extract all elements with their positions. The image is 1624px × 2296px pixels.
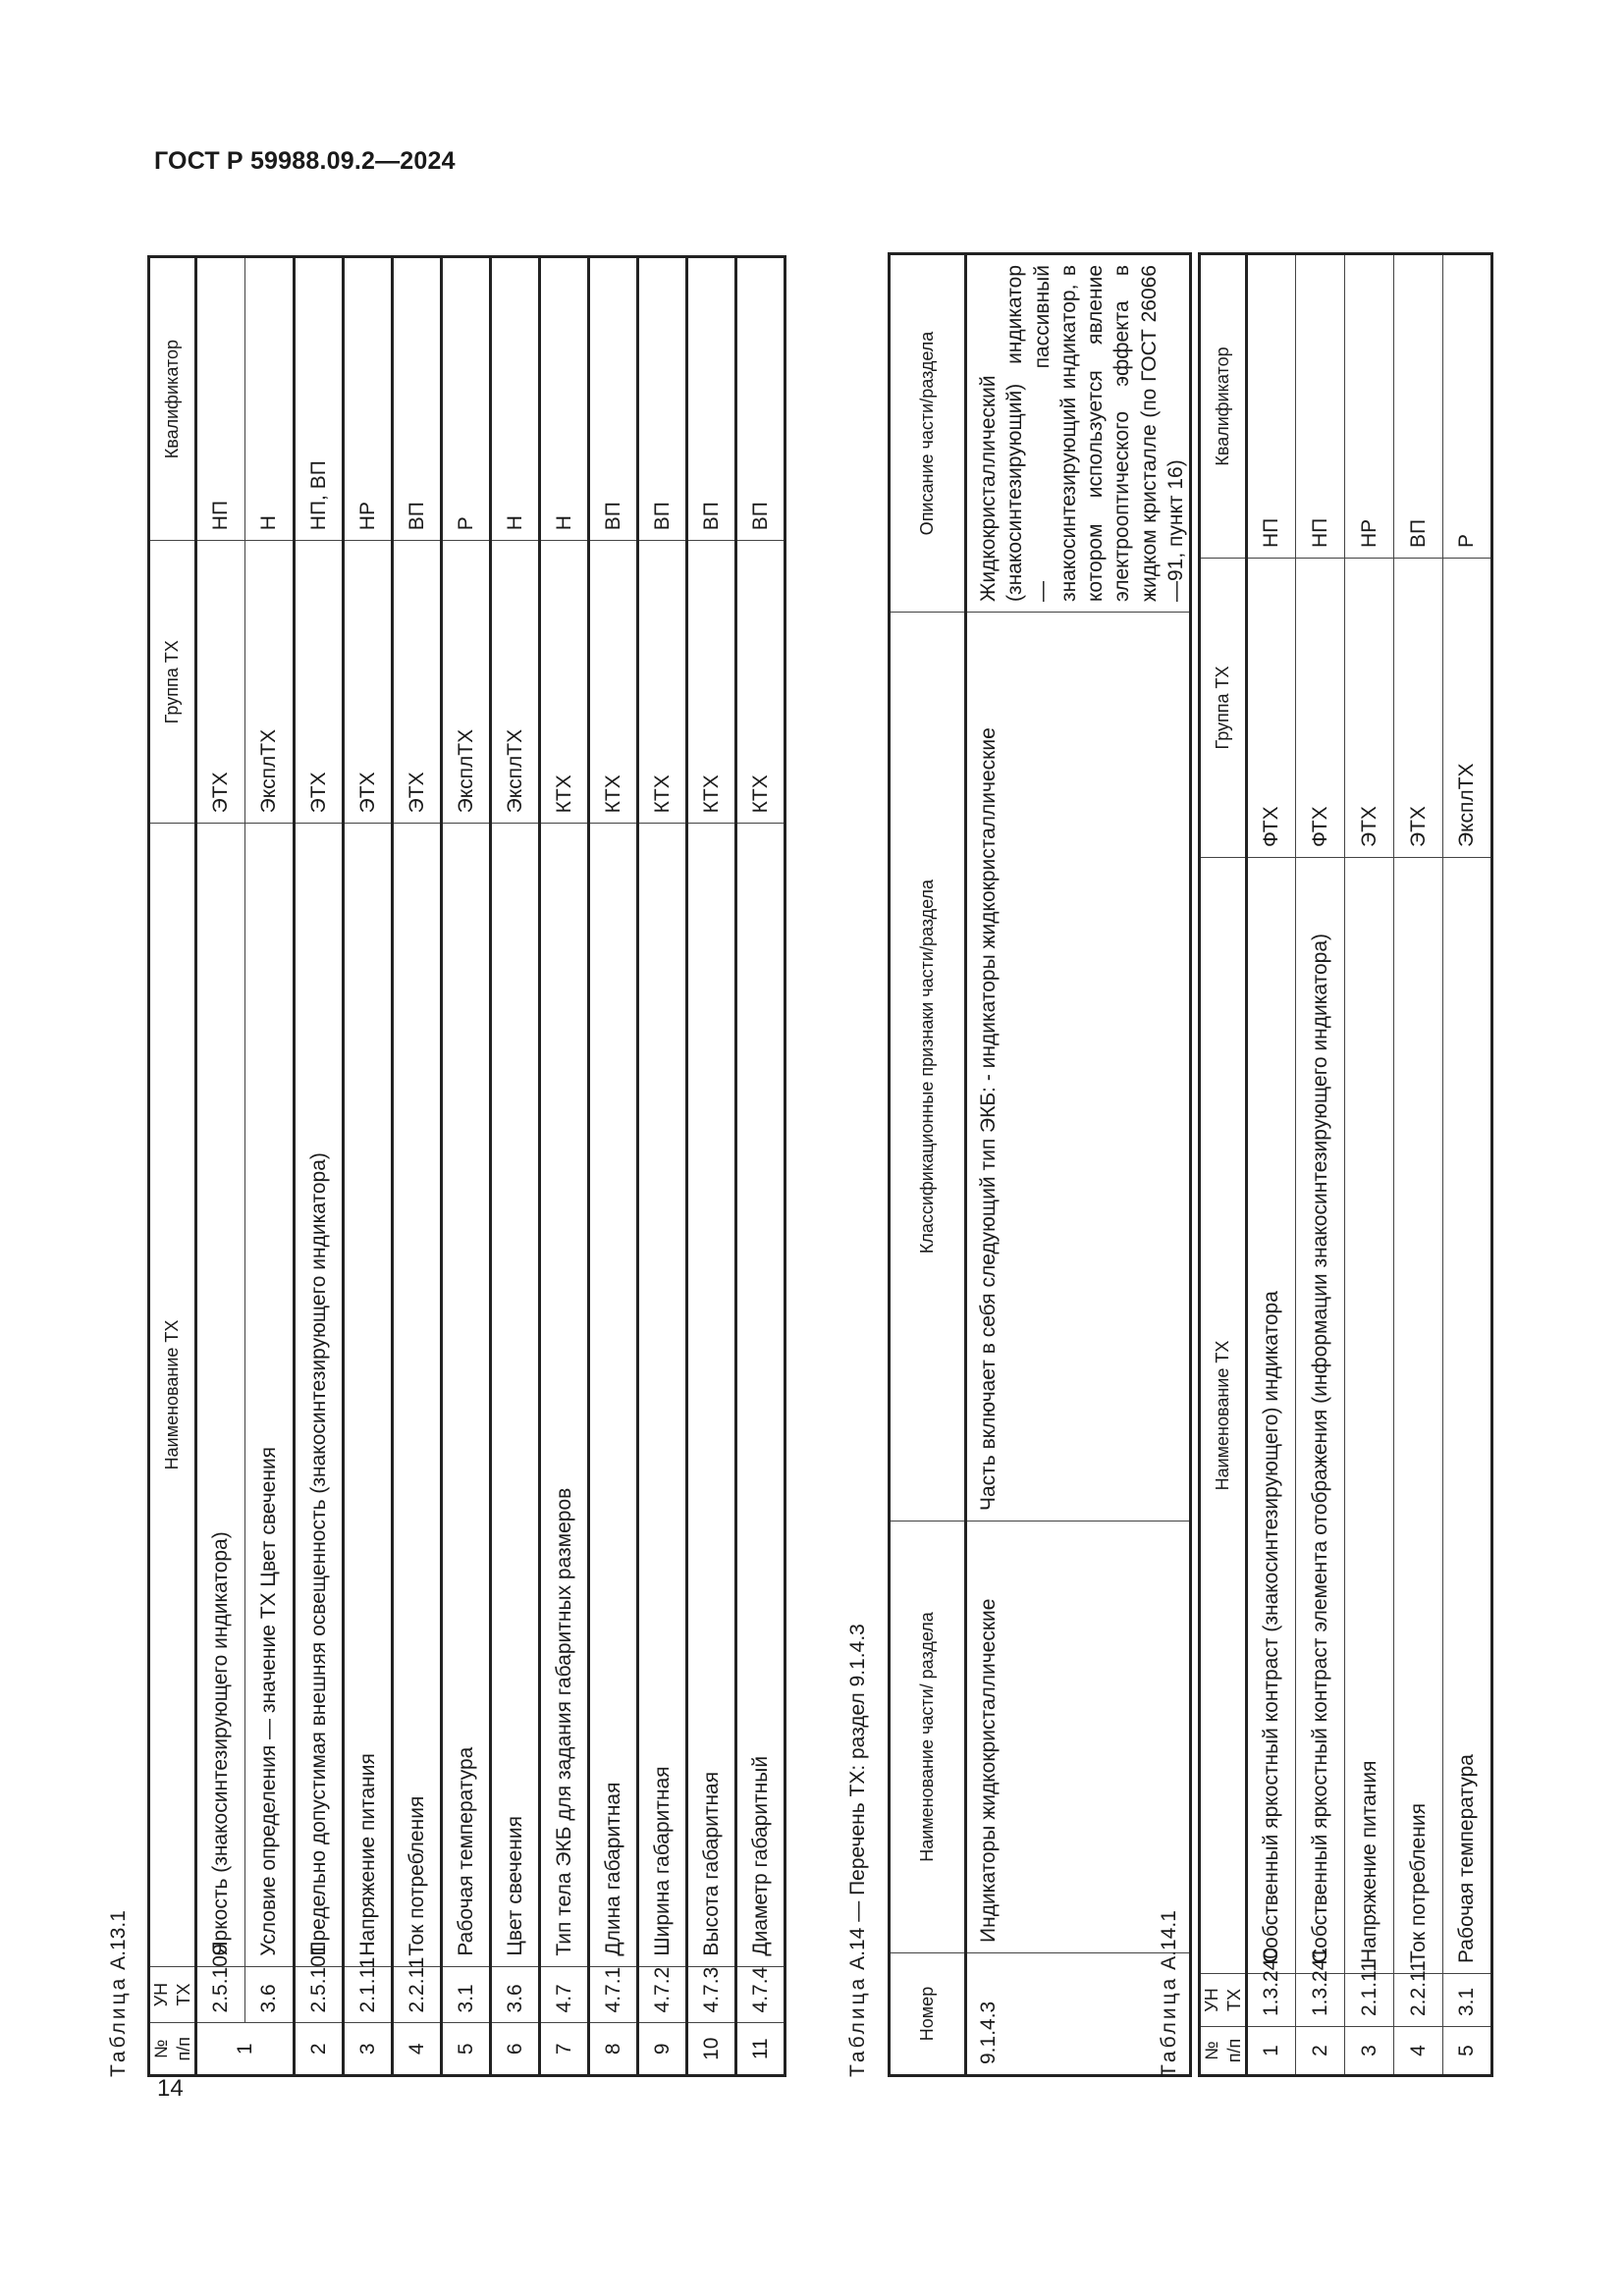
table-a14-1-caption: Таблица А.14.1	[1158, 1910, 1180, 2077]
column-header: УН ТХ	[1200, 1974, 1247, 2027]
table-row: 1 1.3.240 Собственный яркостный контраст (знакосинтезирующего) индикатора ФТХ НП	[1247, 254, 1296, 2076]
table-row: 4 2.2.11 Ток потребления ЭТХ ВП	[393, 257, 442, 2076]
table-row: 6 3.6 Цвет свечения ЭксплТХ Н	[491, 257, 540, 2076]
table-row: 8 4.7.1 Длина габаритная КТХ ВП	[589, 257, 638, 2076]
table-a14-1	[1198, 252, 1493, 2077]
page-number: 14	[157, 2075, 184, 2102]
table-row: 4 2.2.11 Ток потребления ЭТХ ВП	[1394, 254, 1443, 2076]
column-header: Наименование ТХ	[149, 824, 196, 1966]
column-header: Группа ТХ	[149, 541, 196, 824]
column-header: Номер	[890, 1953, 966, 2076]
column-header: № п/п	[1200, 2027, 1247, 2076]
column-header: Наименование части/ раздела	[890, 1522, 966, 1953]
column-header: Классификационные признаки части/раздела	[890, 613, 966, 1522]
table-row: 1 2.5.100 Яркость (знакосинтезирующего индикатора) ЭТХ НП	[196, 257, 245, 2076]
table-row: 9.1.4.3 Индикаторы жидкокристаллические Часть включает в себя следующий тип ЭКБ: - индикаторы жидкокристаллические Жидкокристаллический (знакосинтезирующий) индикатор — пассивный знакосинтезирующий индикатор, в котором используется явление электрооптического эффекта в жидком кристалле (по ГОСТ 26066—91, пункт 16)	[966, 254, 1191, 2076]
column-header: № п/п	[149, 2023, 196, 2076]
table-row: 5 3.1 Рабочая температура ЭксплТХ Р	[1443, 254, 1492, 2076]
column-header: Квалификатор	[1200, 254, 1247, 559]
table-a14-caption: Таблица А.14 — Перечень ТХ: раздел 9.1.4.3	[846, 1624, 869, 2077]
table-a14	[888, 252, 1192, 2077]
table-row: 2 1.3.241 Собственный яркостный контраст элемента отображения (информации знакосинтезирующего индикатора) ФТХ НП	[1296, 254, 1345, 2076]
landscape-content	[107, 227, 1479, 2077]
table-row: 3 2.1.11 Напряжение питания ЭТХ НР	[1345, 254, 1394, 2076]
table-row: 5 3.1 Рабочая температура ЭксплТХ Р	[442, 257, 491, 2076]
column-header: Описание части/раздела	[890, 254, 966, 613]
column-header: Группа ТХ	[1200, 559, 1247, 858]
table-row: 11 4.7.4 Диаметр габаритный КТХ ВП	[736, 257, 785, 2076]
table-row: 3.6 Условие определения — значение ТХ Цвет свечения ЭксплТХ Н	[245, 257, 295, 2076]
table-row: 2 2.5.101 Предельно допустимая внешняя освещенность (знакосинтезирующего индикатора) ЭТХ НП, ВП	[295, 257, 344, 2076]
table-a13-1-caption: Таблица А.13.1	[107, 1910, 130, 2077]
table-row: 7 4.7 Тип тела ЭКБ для задания габаритных размеров КТХ Н	[540, 257, 589, 2076]
table-row: 3 2.1.11 Напряжение питания ЭТХ НР	[344, 257, 393, 2076]
column-header: УН ТХ	[149, 1966, 196, 2023]
document-header: ГОСТ Р 59988.09.2—2024	[154, 147, 456, 175]
table-row: 9 4.7.2 Ширина габаритная КТХ ВП	[638, 257, 687, 2076]
column-header: Квалификатор	[149, 257, 196, 541]
column-header: Наименование ТХ	[1200, 858, 1247, 1974]
table-a13-1	[147, 255, 786, 2077]
table-row: 10 4.7.3 Высота габаритная КТХ ВП	[687, 257, 736, 2076]
